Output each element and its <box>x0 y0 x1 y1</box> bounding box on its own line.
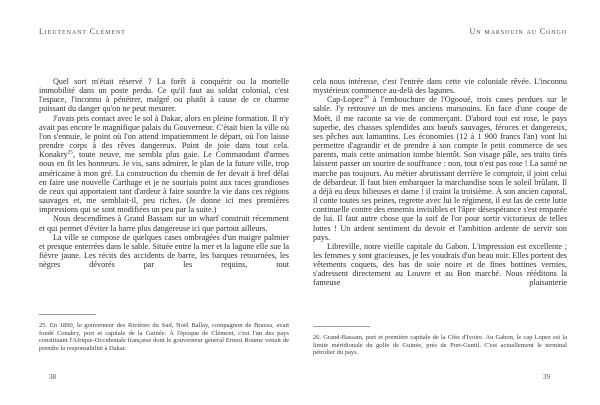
footnote-rule <box>313 326 370 327</box>
left-running-header: Lieutenant Clément <box>39 27 126 36</box>
paragraph: cela nous intéresse, c'est l'entrée dans cette vie coloniale rêvée. L'inconnu mystérieux commence au-delà des lagunes. <box>313 77 567 96</box>
footnote-reference: 26 <box>363 94 369 101</box>
right-page-number: 39 <box>543 373 550 381</box>
left-page-body <box>39 77 289 269</box>
footnote-rule <box>39 314 96 315</box>
paragraph: J'avais pris contact avec le sol à Dakar, alors en pleine formation. Il n'y avait pas encore le magnifique palais du Gouverneur. C'était bien la ville où l'on s'ennuie, le point où l'on attend impatiemment le départ, où l'on laisse prendre corps à des rêves dangereux. Point de joie dans tout cela. Konakry$^{25}$, toute neuve, me sembla plus gaie. Le Commandant d'armes nous en fit les honneurs. Je vis, sans admirer, le plan de la future ville, trop américaine à mon gré. La construction du chemin de fer devait à bref délai en faire une nouvelle Carthage et je ne souriais point aux races grandioses de ceux qui apportaient tant d'ardeur à faire sourdre la vie dans ces régions sauvages et, me semblait-il, peu riches. (Je donne ici mes premières impressions qui se sont modifiées un peu par la suite.) <box>39 113 289 215</box>
footnote-reference: 25 <box>67 149 73 156</box>
right-page <box>313 27 567 288</box>
paragraph: La ville se compose de quelques cases ombragées d'un maigre palmier et presque enterrées dans le sable. Située entre la mer et la lagune elle sue la fièvre jaune. Les récits des accidents de barre, les barques retournées, les nègres dévorés par les requins, tout <box>39 232 289 270</box>
right-page-body <box>313 77 567 288</box>
paragraph: Libreville, notre vieille capitale du Gabon. L'impression est excellente ; les femmes y sont gracieuses, je les voudrais d'un beau noir. Elles portent des vêtements coquets, des bas de soie noire et de fines bottines vernies, s'adressent directement au Louvre et au Bon marché. Nous rééditons la fameuse plaisanterie <box>313 241 567 288</box>
paragraph: Quel sort m'était réservé ? La forêt à conquérir ou la mortelle immobilité dans un poste perdu. Ce qu'il faut au soldat colonial, c'est l'espace, l'inconnu à pénétrer, malgré ou plutôt à cause de ce charme puissant du danger qu'on ne peut mesurer. <box>39 77 289 114</box>
footnote-text: 25. En 1890, le gouverneur des Rivières du Sud, Noël Ballay, compagnon de Brazza, avait fondé Conakry, port et capitale de la Guinée. À l'époque de Clément, c'est l'un des pays constituant l'Afrique-Occidentale française dont le gouverneur général Ernest Roume venait de prendre la responsabilité à Dakar. <box>39 322 289 352</box>
footnote-text: 26. Grand-Bassam, port et première capitale de la Côte d'Ivoire. Au Gabon, le cap Lopez est la limite méridionale du golfe de Guinée, près de Port-Gentil. C'est actuellement le terminal pétrolier du pays. <box>313 334 567 357</box>
right-footnote <box>313 326 567 357</box>
right-running-header: Un marsouin au Congo <box>469 27 567 36</box>
left-page <box>39 27 289 269</box>
left-page-number: 38 <box>49 373 56 381</box>
paragraph: Cap-Lopez$^{26}$ à l'embouchure de l'Ogooué, trois cases perdues sur le sable. J'y retrouve un de mes anciens marsouins. En face d'une coupe de Moët, il me raconte sa vie de commerçant. D'abord tout est rose, le pays superbe, des chasses splendides aux bœufs sauvages, féroces et dangereux, ses pêches aux lamantins. Les économies (12 à 1 900 francs l'an) vont lui permettre d'agrandir et de prendre à son compte le petit commerce de ses parents, mais cette animation tombe bientôt. Son visage pâle, ses traits tirés laissent passer un sourire de souffrance : non, tout n'est pas rose ! La santé ne marche pas toujours. Au métier abrutissant derrière le comptoir, il joint celui de débardeur. Il faut bien embarquer la marchandise sous le soleil brûlant. Il a déjà eu deux bilieuses et dame ! il craint la troisième. À son ancien caporal, il conte toutes ses peines, regrette avec lui le régiment, il est las de cette lutte continuelle contre des ennemis invisibles et l'âpre désespérance s'est emparée de lui. Il faut autre chose que la soif de l'or pour sortir victorieux de telles luttes ! Un ardent sentiment du devoir et l'ambition ardente de servir son pays. <box>313 94 567 242</box>
paragraph: Nous descendîmes à Grand Bassam sur un wharf construit récemment et qui permet d'éviter la barre plus dangereuse ici que partout ailleurs. <box>39 214 289 233</box>
left-footnote <box>39 314 289 352</box>
